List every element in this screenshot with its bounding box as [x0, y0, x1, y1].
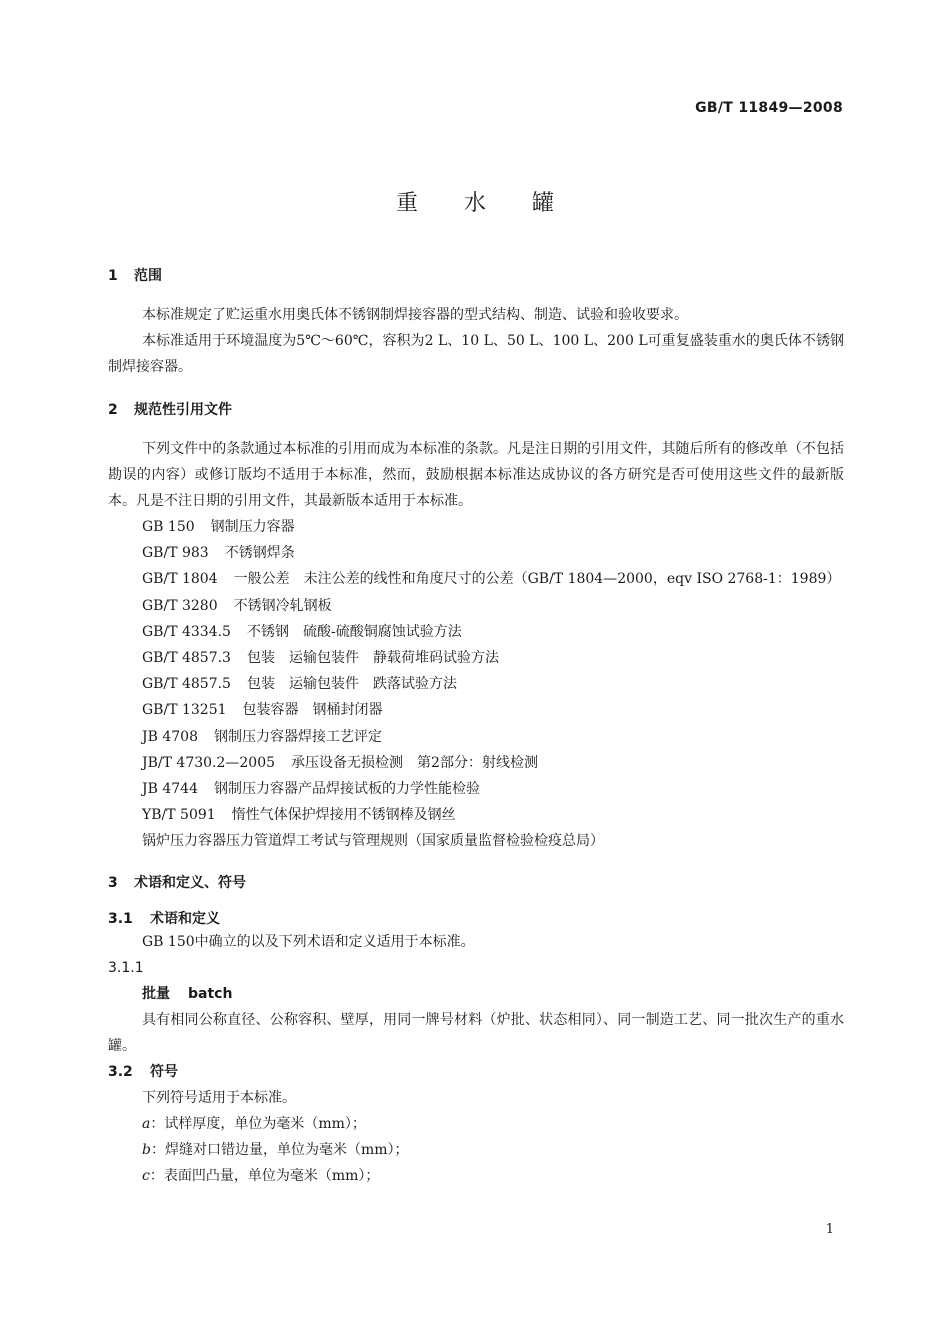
- term-heading: [108, 981, 844, 1007]
- ref-title: 一般公差 未注公差的线性和角度尺寸的公差（GB/T 1804—2000，eqv ISO 2768-1：1989）: [233, 571, 841, 588]
- ref-title: 钢制压力容器焊接工艺评定: [213, 728, 382, 745]
- ref-code: GB 150: [142, 519, 195, 535]
- ref-code: JB 4744: [142, 781, 198, 798]
- section-title: 范围: [134, 268, 162, 284]
- ref-code: GB/T 1804: [142, 571, 218, 588]
- ref-code: GB/T 4334.5: [142, 623, 231, 640]
- ref-title: 钢制压力容器: [210, 519, 295, 535]
- section-number: 2: [108, 402, 118, 418]
- ref-title: 承压设备无损检测 第2部分：射线检测: [291, 754, 538, 771]
- subsection-title: 术语和定义: [150, 910, 220, 927]
- ref-code: JB/T 4730.2—2005: [142, 754, 276, 771]
- ref-title: 不锈钢 硫酸-硫酸铜腐蚀试验方法: [246, 623, 462, 640]
- reference-item: [108, 593, 844, 619]
- ref-code: YB/T 5091: [142, 807, 216, 824]
- symbol-item: [108, 1137, 844, 1163]
- reference-item: [108, 750, 844, 776]
- paragraph: 下列符号适用于本标准。: [142, 1089, 296, 1106]
- reference-item: [108, 724, 844, 750]
- reference-item: [108, 802, 844, 828]
- section-2-heading: [108, 400, 844, 420]
- term-number: [108, 955, 844, 981]
- ref-title: 不锈钢冷轧钢板: [233, 597, 332, 614]
- subsection-3-1-heading: [108, 909, 844, 929]
- symbol-item: [108, 1163, 844, 1189]
- reference-item: [108, 514, 844, 540]
- symbol-item: [108, 1111, 844, 1137]
- subsection-number: 3.2: [108, 1063, 133, 1080]
- term-definition: 具有相同公称直径、公称容积、壁厚，用同一牌号材料（炉批、状态相同）、同一制造工艺、同一批次生产的重水罐。: [108, 1011, 844, 1054]
- section-title: 规范性引用文件: [134, 402, 232, 418]
- symbol: b: [142, 1141, 151, 1158]
- paragraph: 下列文件中的条款通过本标准的引用而成为本标准的条款。凡是注日期的引用文件，其随后所有的修改单（不包括勘误的内容）或修订版均不适用于本标准，然而，鼓励根据本标准达成协议的各方研究是否可使用这些文件的最新版本。凡是不注日期的引用文件，其最新版本适用于本标准。: [108, 441, 844, 509]
- ref-code: JB 4708: [142, 728, 198, 745]
- reference-item: [108, 645, 844, 671]
- document-body: [108, 266, 844, 1189]
- reference-item: [108, 540, 844, 566]
- ref-title: 钢制压力容器产品焊接试板的力学性能检验: [213, 781, 480, 798]
- section-3-heading: [108, 873, 844, 893]
- symbol-description: ：焊缝对口错边量，单位为毫米（mm）；: [150, 1141, 409, 1158]
- symbol: a: [142, 1115, 151, 1132]
- ref-title: 不锈钢焊条: [224, 545, 295, 562]
- page-number: 1: [825, 1222, 834, 1237]
- ref-code: GB/T 4857.3: [142, 650, 231, 667]
- ref-title: 包装容器 钢桶封闭器: [242, 702, 383, 719]
- term-english: batch: [188, 985, 233, 1002]
- section-number: 1: [108, 268, 118, 284]
- term-number-text: 3.1.1: [108, 959, 144, 976]
- subsection-title: 符号: [150, 1063, 178, 1080]
- ref-code: GB/T 13251: [142, 702, 227, 719]
- ref-title: 包装 运输包装件 跌落试验方法: [246, 676, 457, 693]
- symbol: c: [142, 1167, 150, 1184]
- document-title: 重水罐: [395, 191, 600, 216]
- reference-item: [108, 697, 844, 723]
- paragraph: 本标准规定了贮运重水用奥氏体不锈钢制焊接容器的型式结构、制造、试验和验收要求。: [142, 307, 688, 323]
- symbol-description: ：试样厚度，单位为毫米（mm）；: [150, 1115, 366, 1132]
- ref-title: 包装 运输包装件 静载荷堆码试验方法: [246, 650, 499, 667]
- section-title: 术语和定义、符号: [134, 874, 246, 891]
- standard-code: GB/T 11849—2008: [695, 100, 843, 116]
- ref-code: GB/T 4857.5: [142, 676, 231, 693]
- term-chinese: 批量: [142, 985, 170, 1002]
- reference-item: [108, 566, 844, 592]
- reference-list: [108, 514, 844, 855]
- reference-item: [108, 619, 844, 645]
- reference-item: [108, 776, 844, 802]
- paragraph: GB 150中确立的以及下列术语和定义适用于本标准。: [142, 933, 475, 950]
- symbol-description: ：表面凹凸量，单位为毫米（mm）；: [149, 1167, 380, 1184]
- reference-item: 锅炉压力容器压力管道焊工考试与管理规则（国家质量监督检验检疫总局）: [142, 833, 604, 850]
- ref-title: 惰性气体保护焊接用不锈钢棒及钢丝: [231, 807, 456, 824]
- subsection-3-2-heading: [108, 1059, 844, 1085]
- paragraph: 本标准适用于环境温度为5℃～60℃，容积为2 L、10 L、50 L、100 L、200 L可重复盛装重水的奥氏体不锈钢制焊接容器。: [108, 333, 844, 375]
- ref-code: GB/T 3280: [142, 597, 218, 614]
- section-1-heading: [108, 266, 844, 286]
- reference-item: [108, 671, 844, 697]
- ref-code: GB/T 983: [142, 545, 209, 562]
- subsection-number: 3.1: [108, 910, 133, 927]
- section-number: 3: [108, 874, 118, 891]
